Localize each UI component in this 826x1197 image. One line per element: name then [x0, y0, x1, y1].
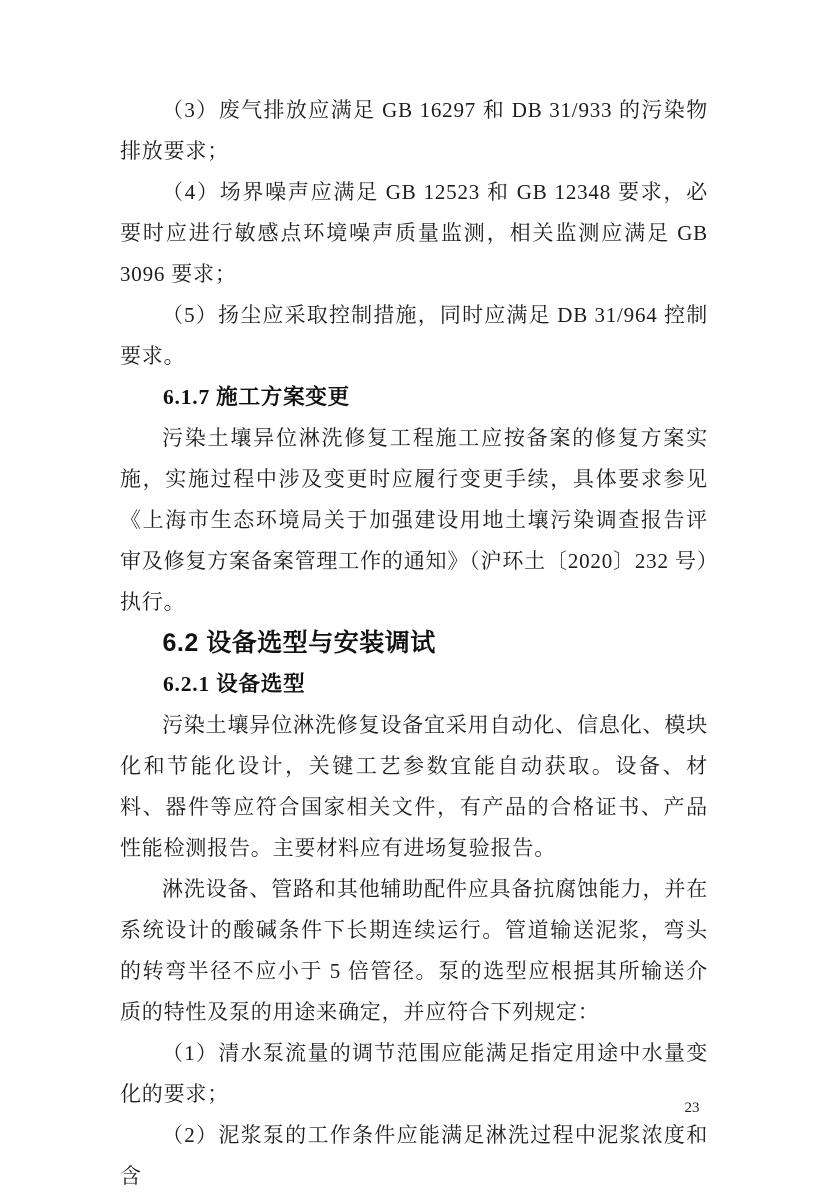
paragraph-6-2-1-body-1: 污染土壤异位淋洗修复设备宜采用自动化、信息化、模块化和节能化设计，关键工艺参数宜能自动获取。设备、材料、器件等应符合国家相关文件，有产品的合格证书、产品性能检测报告。主要材料应有进场复验报告。	[120, 713, 708, 860]
page-number: 23	[684, 1100, 700, 1116]
paragraph-item-4: （4）场界噪声应满足 GB 12523 和 GB 12348 要求，必要时应进行敏感点环境噪声质量监测，相关监测应满足 GB 3096 要求；	[120, 180, 708, 286]
paragraph-6-2-1-body-2: 淋洗设备、管路和其他辅助配件应具备抗腐蚀能力，并在系统设计的酸碱条件下长期连续运行。管道输送泥浆，弯头的转弯半径不应小于 5 倍管径。泵的选型应根据其所输送介质的特性及泵的用途来确定，并应符合下列规定：	[120, 877, 708, 1024]
heading-6-2: 6.2 设备选型与安装调试	[162, 629, 436, 657]
paragraph-6-1-7-body: 污染土壤异位淋洗修复工程施工应按备案的修复方案实施，实施过程中涉及变更时应履行变更手续，具体要求参见《上海市生态环境局关于加强建设用地土壤污染调查报告评审及修复方案备案管理工作的通知》（沪环土〔2020〕232 号）执行。	[120, 426, 708, 614]
heading-6-2-1: 6.2.1 设备选型	[163, 672, 306, 696]
paragraph-list-item-1: （1）清水泵流量的调节范围应能满足指定用途中水量变化的要求；	[120, 1041, 708, 1106]
paragraph-item-3: （3）废气排放应满足 GB 16297 和 DB 31/933 的污染物排放要求；	[120, 98, 708, 163]
heading-6-1-7: 6.1.7 施工方案变更	[163, 385, 350, 409]
document-content	[120, 90, 708, 1197]
paragraph-item-5: （5）扬尘应采取控制措施，同时应满足 DB 31/964 控制要求。	[120, 303, 708, 368]
paragraph-list-item-2: （2）泥浆泵的工作条件应能满足淋洗过程中泥浆浓度和含	[120, 1123, 708, 1188]
